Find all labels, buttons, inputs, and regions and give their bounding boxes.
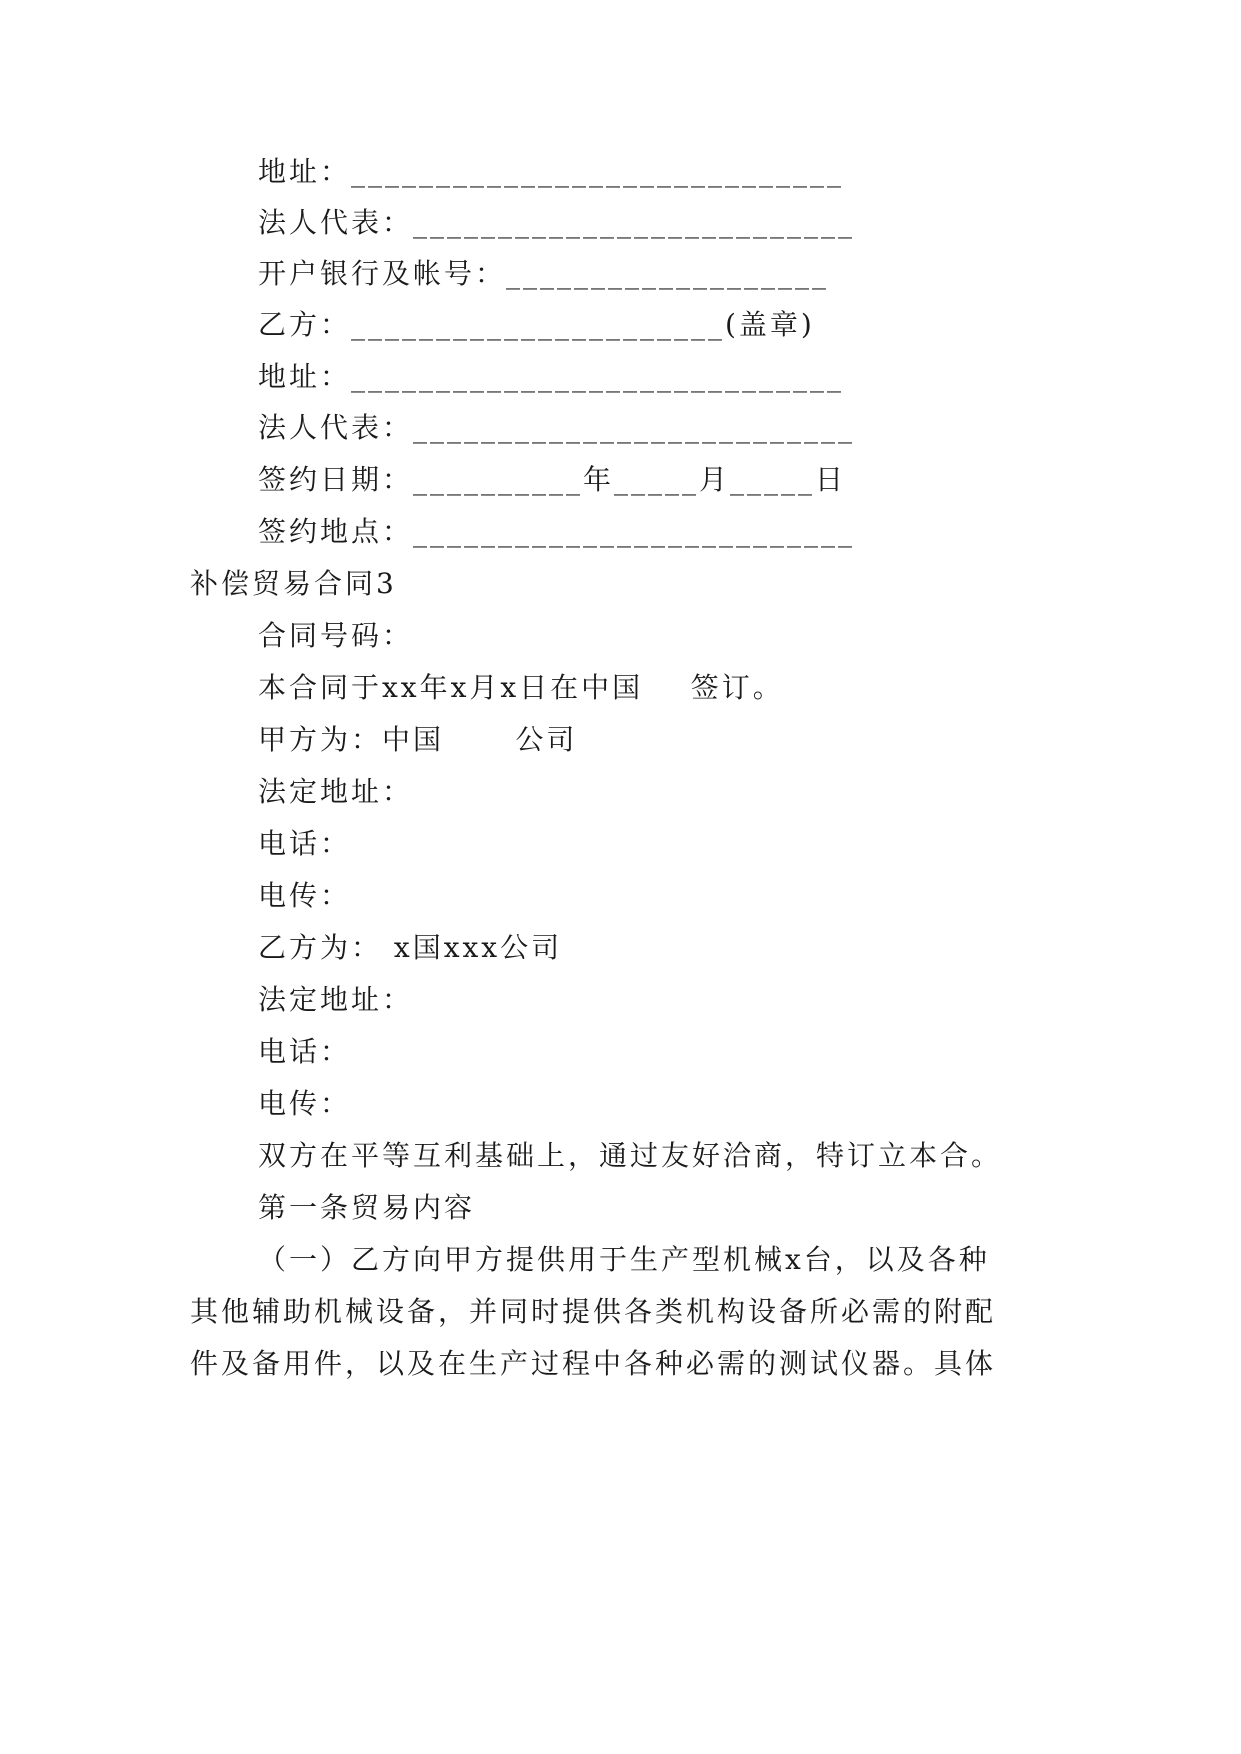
party-a-name-line: 甲方为：中国 公司	[258, 723, 578, 756]
party-a-bank-account-line: 开户银行及帐号：___________________	[258, 257, 830, 290]
party-a-legal-address-line: 法定地址：	[258, 775, 414, 808]
party-b-seal-line: 乙方：______________________(盖章)	[258, 308, 815, 341]
section-title: 补偿贸易合同3	[190, 567, 397, 600]
article-one-title: 第一条贸易内容	[258, 1191, 476, 1224]
clause-paragraph-line: 件及备用件，以及在生产过程中各种必需的测试仪器。具体	[190, 1347, 997, 1380]
party-a-phone-line: 电话：	[258, 827, 352, 860]
preamble-line: 双方在平等互利基础上，通过友好洽商，特订立本合。	[258, 1139, 1003, 1172]
party-b-name-line: 乙方为： x国xxx公司	[258, 931, 563, 964]
clause-paragraph-line: （一）乙方向甲方提供用于生产型机械x台，以及各种	[258, 1243, 990, 1276]
party-b-telex-line: 电传：	[258, 1087, 352, 1120]
signing-place-line: 签约地点：__________________________	[258, 515, 856, 548]
clause-paragraph-line: 其他辅助机械设备，并同时提供各类机构设备所必需的附配	[190, 1295, 997, 1328]
signing-date-line: 签约日期：__________年_____月_____日	[258, 463, 847, 496]
party-b-address-line: 地址：_____________________________	[258, 360, 845, 393]
signing-statement-line: 本合同于xx年x月x日在中国 签订。	[258, 671, 784, 704]
contract-number-line: 合同号码：	[258, 619, 414, 652]
party-b-phone-line: 电话：	[258, 1035, 352, 1068]
party-a-address-line: 地址：_____________________________	[258, 155, 845, 188]
party-b-legal-rep-line: 法人代表：__________________________	[258, 411, 856, 444]
party-a-legal-rep-line: 法人代表：__________________________	[258, 206, 856, 239]
party-b-legal-address-line: 法定地址：	[258, 983, 414, 1016]
party-a-telex-line: 电传：	[258, 879, 352, 912]
